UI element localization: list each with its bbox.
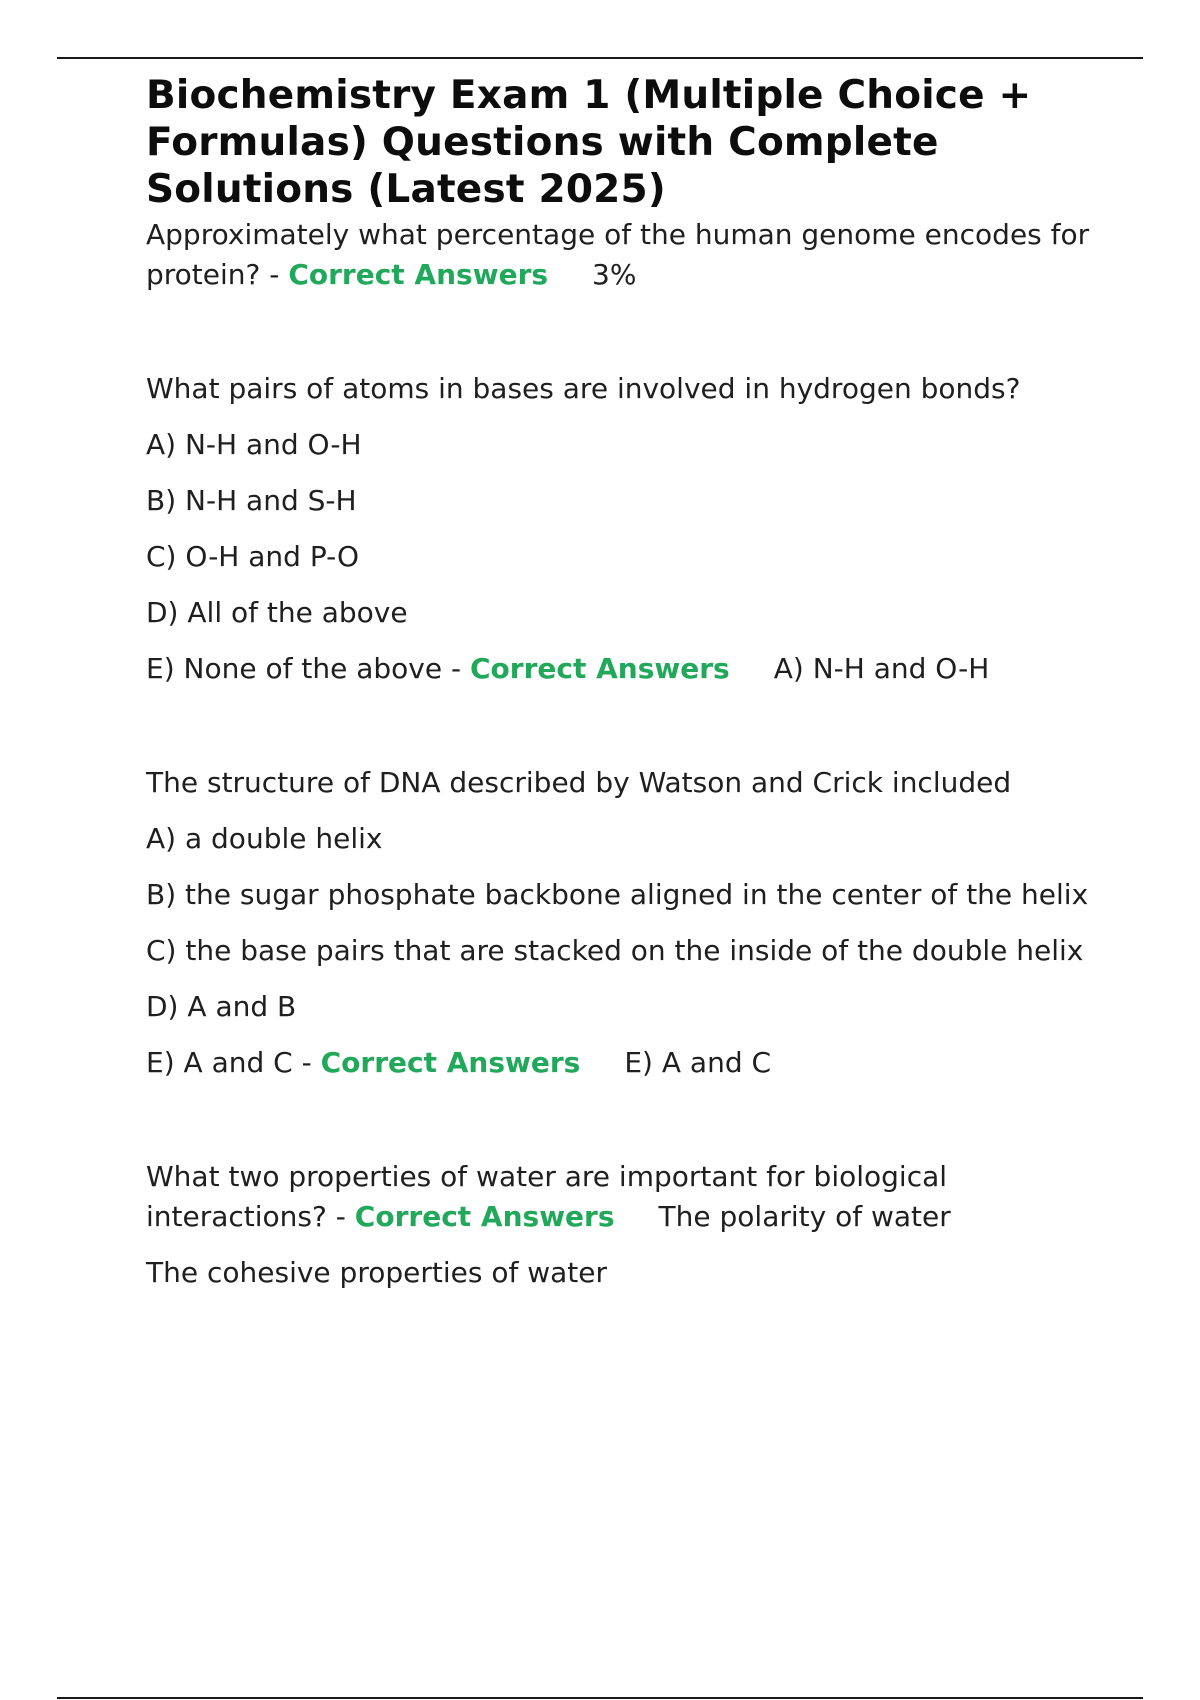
document-title: Biochemistry Exam 1 (Multiple Choice + Formulas) Questions with Complete Solutions (Latest 2025) [146, 73, 1032, 212]
option-e: E) A and C - Correct Answers E) A and C [146, 1046, 772, 1079]
option-c: C) the base pairs that are stacked on the inside of the double helix [146, 934, 1084, 967]
option-c: C) O-H and P-O [146, 540, 360, 573]
question-text: What two properties of water are important for biological interactions? - Correct Answers The polarity of water [146, 1160, 951, 1233]
option-d: D) All of the above [146, 596, 408, 629]
bottom-rule [57, 1697, 1143, 1699]
answer-text: A) N-H and O-H [773, 652, 990, 685]
correct-answers-label: Correct Answers [354, 1200, 615, 1233]
question-block [146, 369, 1106, 689]
answer-text: E) A and C [624, 1046, 772, 1079]
question-text: What pairs of atoms in bases are involved in hydrogen bonds? [146, 372, 1021, 405]
top-rule [57, 57, 1143, 59]
question-block [146, 1157, 1106, 1293]
option-d: D) A and B [146, 990, 297, 1023]
correct-answers-label: Correct Answers [469, 652, 730, 685]
question-block [146, 215, 1106, 295]
question-block [146, 763, 1106, 1083]
answer-continuation: The cohesive properties of water [146, 1256, 607, 1289]
correct-answers-label: Correct Answers [320, 1046, 581, 1079]
option-b: B) the sugar phosphate backbone aligned in the center of the helix [146, 878, 1089, 911]
question-text: The structure of DNA described by Watson and Crick included [146, 766, 1012, 799]
correct-answers-label: Correct Answers [288, 258, 549, 291]
option-e: E) None of the above - Correct Answers A) N-H and O-H [146, 652, 990, 685]
option-a: A) a double helix [146, 822, 383, 855]
answer-text: 3% [592, 258, 637, 291]
option-b: B) N-H and S-H [146, 484, 357, 517]
question-text: Approximately what percentage of the human genome encodes for protein? - Correct Answers 3% [146, 218, 1090, 291]
option-a: A) N-H and O-H [146, 428, 362, 461]
answer-text: The polarity of water [658, 1200, 951, 1233]
document-body [146, 72, 1106, 1293]
